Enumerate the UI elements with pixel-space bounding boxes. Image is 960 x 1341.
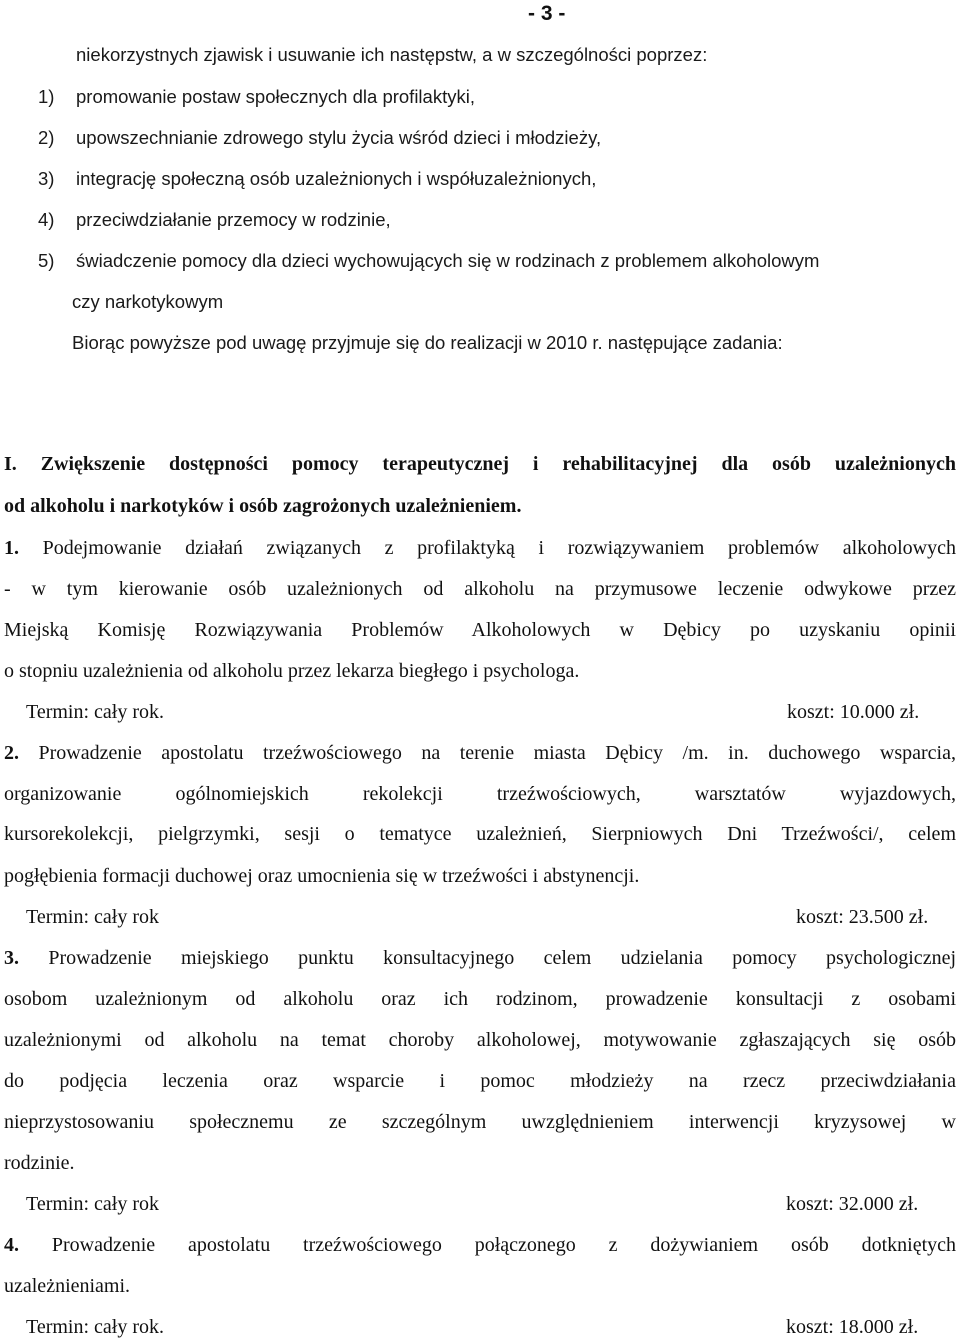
task-4-cost: koszt: 18.000 zł.	[786, 1316, 919, 1338]
task-3-paragraph-line: osobom uzależnionym od alkoholu oraz ich rodzinom, prowadzenie konsultacji z osobami	[4, 988, 956, 1010]
list-item-continuation: czy narkotykowym	[72, 291, 224, 312]
task-4-term: Termin: cały rok.	[26, 1316, 164, 1338]
intro-closing: Biorąc powyższe pod uwagę przyjmuje się do realizacji w 2010 r. następujące zadania:	[72, 332, 783, 353]
task-1-cost: koszt: 10.000 zł.	[787, 701, 920, 723]
list-item-number: 3)	[38, 168, 55, 189]
task-3-paragraph-line: do podjęcia leczenia oraz wsparcie i pomoc młodzieży na rzecz przeciwdziałania	[4, 1070, 956, 1092]
task-1-paragraph-line: o stopniu uzależnienia od alkoholu przez lekarza biegłego i psychologa.	[4, 660, 580, 682]
task-2-cost: koszt: 23.500 zł.	[796, 906, 929, 928]
task-4-paragraph-line: 4. Prowadzenie apostolatu trzeźwościowego połączonego z dożywianiem osób dotkniętych	[4, 1234, 957, 1256]
task-1-paragraph-line: 1. Podejmowanie działań związanych z profilaktyką i rozwiązywaniem problemów alkoholowych	[4, 537, 957, 559]
task-3-cost: koszt: 32.000 zł.	[786, 1193, 919, 1215]
list-item-number: 2)	[38, 127, 55, 148]
list-item: przeciwdziałanie przemocy w rodzinie,	[76, 209, 391, 230]
section-heading: I. Zwiększenie dostępności pomocy terapeutycznej i rehabilitacyjnej dla osób uzależnionych	[4, 453, 956, 475]
intro-lead: niekorzystnych zjawisk i usuwanie ich następstw, a w szczególności poprzez:	[76, 44, 708, 65]
task-number: 3.	[4, 947, 19, 969]
list-item: integrację społeczną osób uzależnionych i współuzależnionych,	[76, 168, 597, 189]
task-2-paragraph-line: 2. Prowadzenie apostolatu trzeźwościowego na terenie miasta Dębicy /m. in. duchowego wsparcia,	[4, 742, 956, 764]
task-1-paragraph-line: Miejską Komisję Rozwiązywania Problemów Alkoholowych w Dębicy po uzyskaniu opinii	[4, 619, 956, 641]
task-2-paragraph-line: pogłębienia formacji duchowej oraz umocnienia się w trzeźwości i abstynencji.	[4, 865, 640, 887]
list-item-number: 4)	[38, 209, 55, 230]
task-4-paragraph-line: uzależnieniami.	[4, 1275, 131, 1297]
list-item-number: 5)	[38, 250, 55, 271]
task-3-paragraph-line: rodzinie.	[4, 1152, 75, 1174]
page-number: - 3 -	[528, 2, 566, 25]
task-number: 4.	[4, 1234, 19, 1256]
task-number: 1.	[4, 537, 19, 559]
list-item: promowanie postaw społecznych dla profilaktyki,	[76, 86, 475, 107]
task-3-paragraph-line: uzależnionymi od alkoholu na temat choroby alkoholowej, motywowanie zgłaszających się osób	[4, 1029, 956, 1051]
task-3-paragraph-line: 3. Prowadzenie miejskiego punktu konsultacyjnego celem udzielania pomocy psychologicznej	[4, 947, 956, 969]
task-2-paragraph-line: organizowanie ogólnomiejskich rekolekcji trzeźwościowych, warsztatów wyjazdowych,	[4, 783, 956, 805]
section-heading-continuation: od alkoholu i narkotyków i osób zagrożonych uzależnieniem.	[4, 495, 522, 517]
task-1-paragraph-line: - w tym kierowanie osób uzależnionych od alkoholu na przymusowe leczenie odwykowe przez	[4, 578, 956, 600]
task-2-term: Termin: cały rok	[26, 906, 159, 928]
task-number: 2.	[4, 742, 19, 764]
task-1-term: Termin: cały rok.	[26, 701, 164, 723]
list-item: świadczenie pomocy dla dzieci wychowujących się w rodzinach z problemem alkoholowym	[76, 250, 820, 271]
list-item-number: 1)	[38, 86, 55, 107]
list-item: upowszechnianie zdrowego stylu życia wśród dzieci i młodzieży,	[76, 127, 602, 148]
task-2-paragraph-line: kursorekolekcji, pielgrzymki, sesji o tematyce uzależnień, Sierpniowych Dni Trzeźwości/, celem	[4, 823, 956, 845]
task-3-paragraph-line: nieprzystosowaniu społecznemu ze szczególnym uwzględnieniem interwencji kryzysowej w	[4, 1111, 956, 1133]
task-3-term: Termin: cały rok	[26, 1193, 159, 1215]
